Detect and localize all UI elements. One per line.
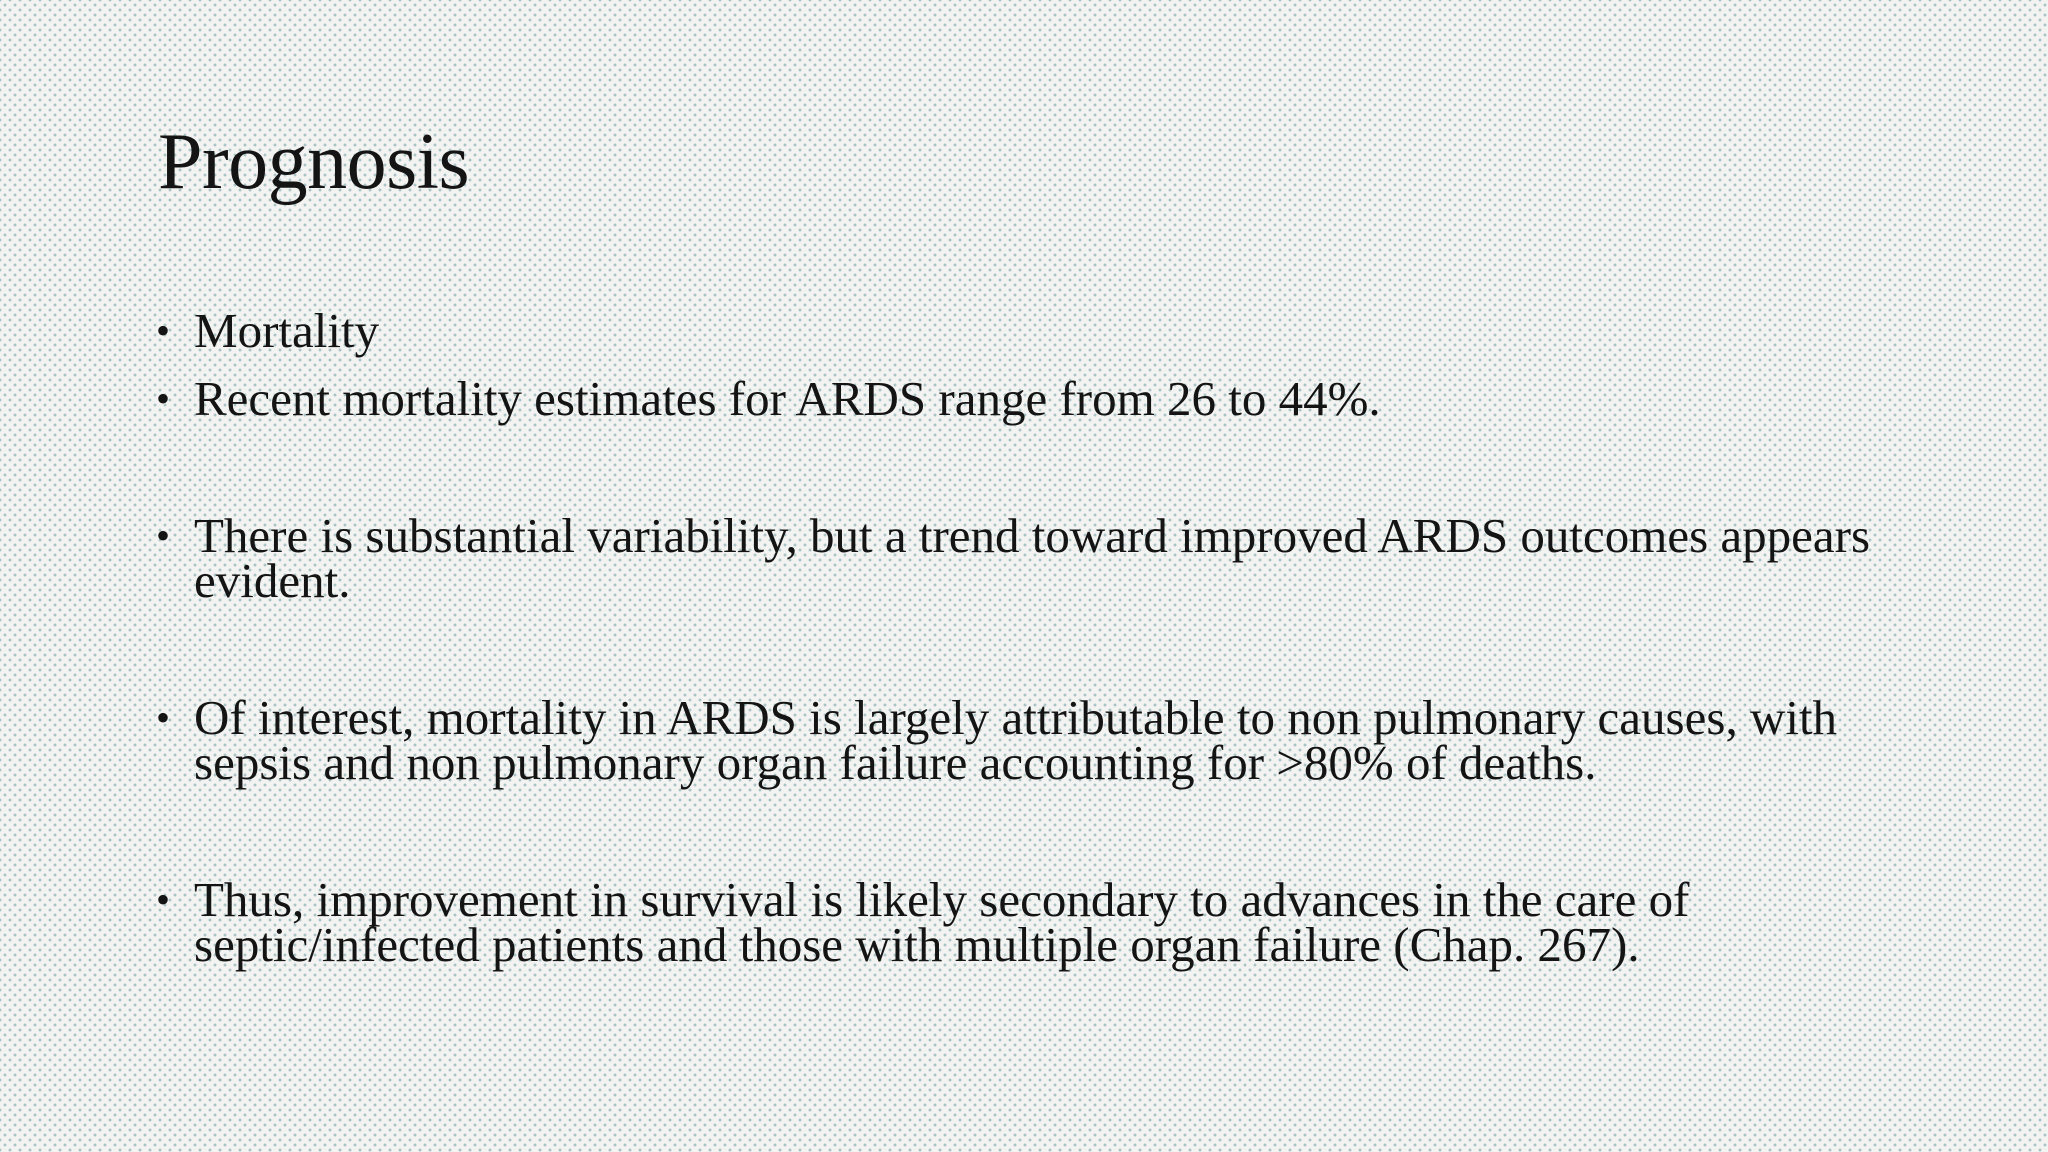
bullet-text: There is substantial variability, but a trend toward improved ARDS outcomes appears evident.	[194, 508, 1871, 608]
bullet-icon: •	[156, 695, 171, 740]
bullet-icon: •	[156, 877, 171, 922]
bullet-text: Mortality	[194, 303, 380, 358]
bullet-item-survival	[150, 872, 1920, 972]
bullet-item-variability	[150, 508, 1920, 608]
bullet-item-causes	[150, 690, 1920, 790]
bullet-item-estimates	[150, 371, 1920, 426]
bullet-text: Recent mortality estimates for ARDS range from 26 to 44%.	[194, 371, 1381, 426]
bullet-item-mortality	[150, 303, 1920, 358]
bullet-text: Thus, improvement in survival is likely secondary to advances in the care of septic/infected patients and those with multiple organ failure (Chap. 267).	[194, 872, 1690, 972]
bullet-icon: •	[156, 376, 171, 421]
slide-title: Prognosis	[158, 118, 470, 206]
bullet-text: Of interest, mortality in ARDS is largely attributable to non pulmonary causes, with sepsis and non pulmonary organ failure accounting for >80% of deaths.	[194, 690, 1838, 790]
bullet-icon: •	[156, 308, 171, 353]
bullet-icon: •	[156, 513, 171, 558]
